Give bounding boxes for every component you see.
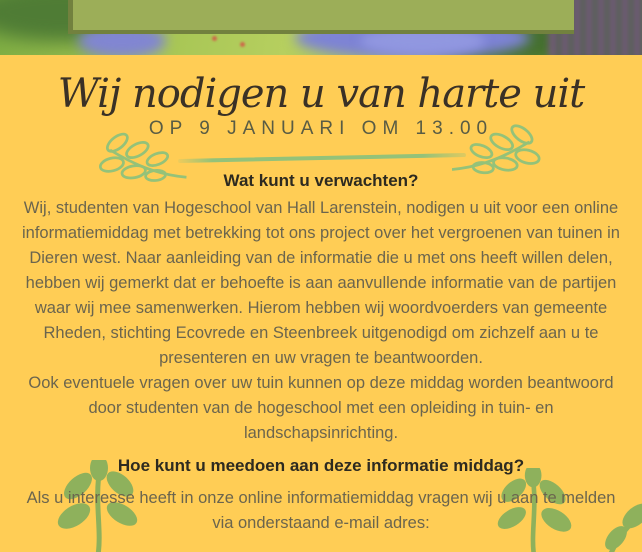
section-heading-participation: Hoe kunt u meedoen aan deze informatie middag? (117, 456, 525, 475)
flyer-content (0, 55, 642, 536)
paragraph-expectations-2: Ook eventuele vragen over uw tuin kunnen op deze middag worden beantwoord door studenten van de hogeschool met een opleiding in tuin- en landschapsinrichting. (28, 374, 614, 442)
photo-poppy-dot (240, 42, 245, 47)
header-bar (68, 0, 574, 34)
invitation-title: Wij nodigen u van harte uit (57, 71, 585, 117)
photo-poppy-dot (212, 36, 217, 41)
invitation-date: OP 9 JANUARI OM 13.00 (148, 118, 494, 139)
paragraph-expectations-1: Wij, studenten van Hogeschool van Hall Larenstein, nodigen u uit voor een online informatiemiddag met betrekking tot ons project over het vergroenen van tuinen in Dieren west. Naar aanleiding van de informatie die u met ons heeft willen delen, hebben wij gemerkt dat er behoefte is aan aanvullende informatie van de partijen waar wij mee samenwerken. Hierom hebben wij woordvoerders van gemeente Rheden, stichting Ecovrede en Steenbreek uitgenodigd om zichzelf aan u te presenteren en uw vragen te beantwoorden. (21, 199, 620, 367)
paragraph-participation: Als u interesse heeft in onze online informatiemiddag vragen wij u aan te melden via onderstaand e-mail adres: (26, 489, 616, 532)
section-heading-expectations: Wat kunt u verwachten? (223, 171, 419, 190)
garden-photo (0, 0, 642, 55)
